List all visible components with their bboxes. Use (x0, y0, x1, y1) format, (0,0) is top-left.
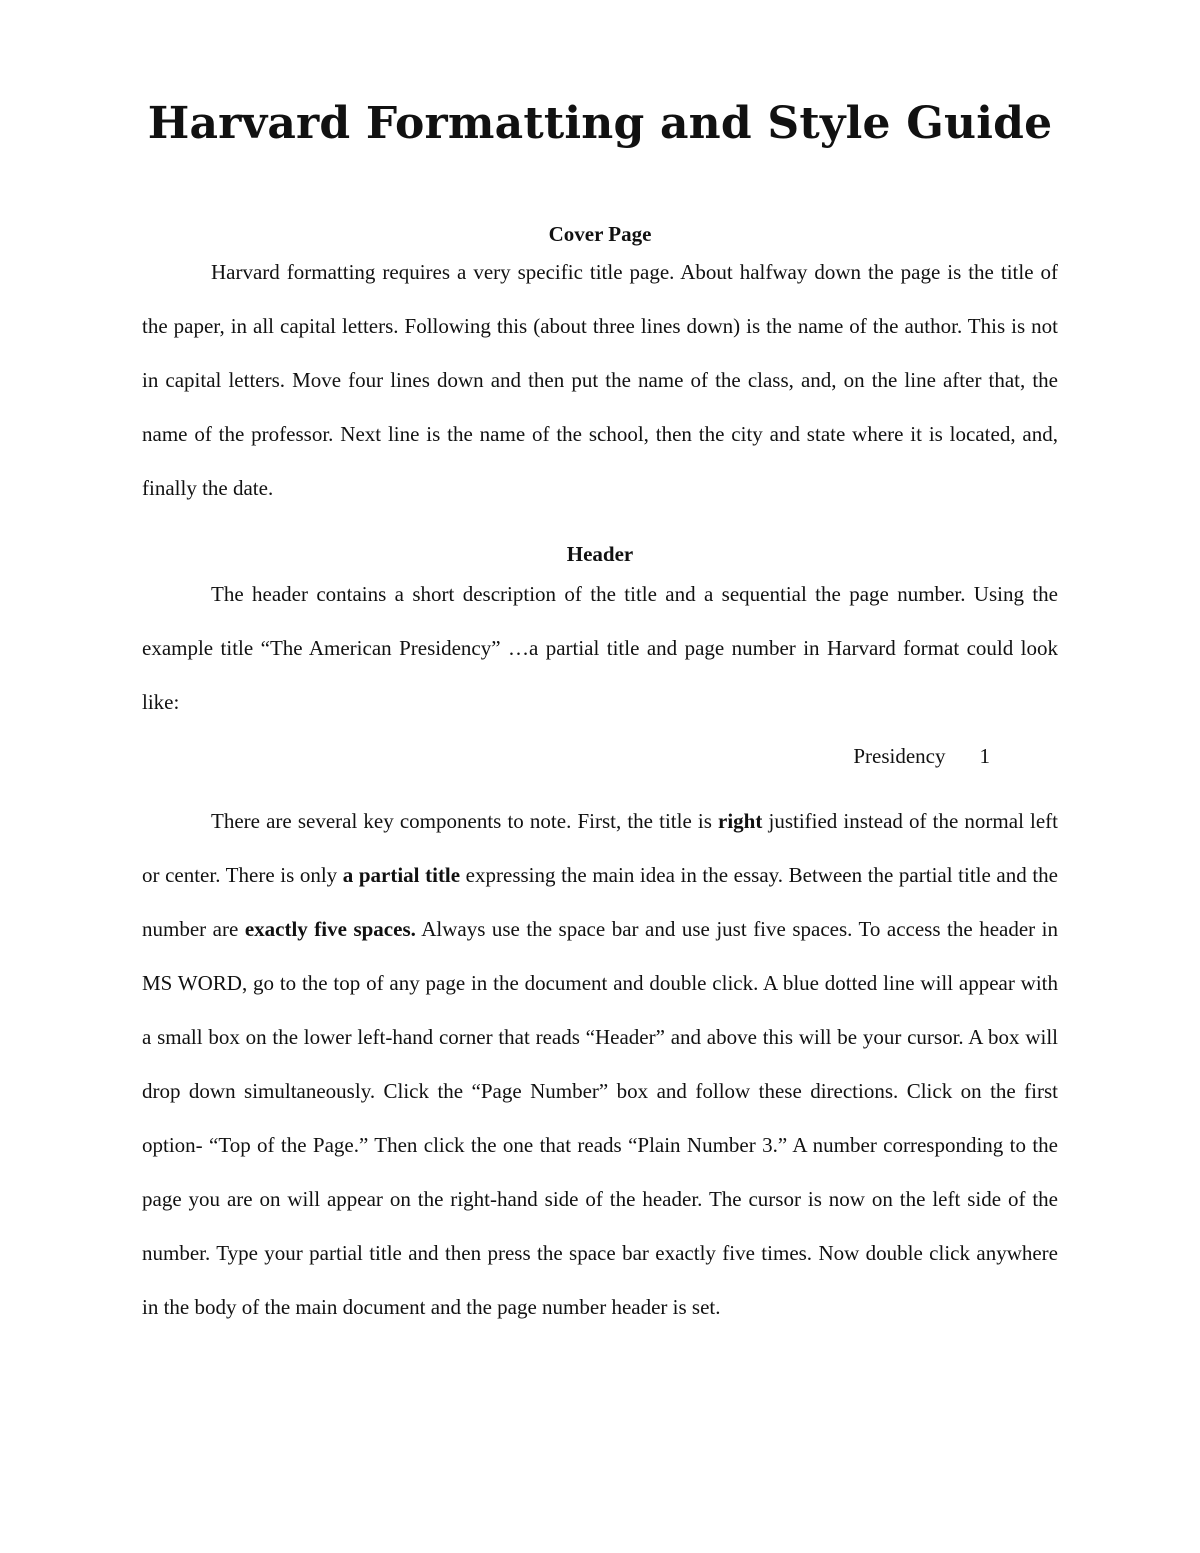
header-intro-paragraph: The header contains a short description of the title and a sequential the page number. Using the example title “The American Presidency” …a partial title and page number in Harvard format could look like: (142, 582, 1058, 714)
header-body-text-1: There are several key components to note. First, the title is (211, 809, 719, 833)
header-example-title: Presidency (853, 744, 946, 768)
header-body-paragraph (142, 794, 1058, 1334)
header-body-text-2: justified instead of the normal left or center. There is only (142, 809, 1059, 887)
section-heading-header: Header (566, 542, 634, 566)
header-body-bold-right: right (718, 809, 763, 833)
header-example-number: 1 (979, 744, 990, 768)
header-body-bold-five-spaces: exactly five spaces. (244, 917, 416, 941)
header-body-bold-partial-title: a partial title (342, 863, 461, 887)
section-heading-cover-page: Cover Page (548, 222, 652, 246)
header-example (700, 740, 990, 772)
cover-page-paragraph: Harvard formatting requires a very specific title page. About halfway down the page is the title of the paper, in all capital letters. Following this (about three lines down) is the name of the author. This is not in capital letters. Move four lines down and then put the name of the class, and, on the line after that, the name of the professor. Next line is the name of the school, then the city and state where it is located, and, finally the date. (142, 260, 1058, 500)
header-body-text-3: expressing the main idea in the essay. Between the partial title and the number are (142, 863, 1058, 941)
header-body-text-4: Always use the space bar and use just five spaces. To access the header in MS WORD, go to the top of any page in the document and double click. A blue dotted line will appear with a small box on the lower left-hand corner that reads “Header” and above this will be your cursor. A box will drop down simultaneously. Click the “Page Number” box and follow these directions. Click on the first option- “Top of the Page.” Then click the one that reads “Plain Number 3.” A number corresponding to the page you are on will appear on the right-hand side of the header. The cursor is now on the left side of the number. Type your partial title and then press the space bar exactly five times. Now double click anywhere in the body of the main document and the page number header is set. (142, 917, 1058, 1319)
document-title: Harvard Formatting and Style Guide (147, 98, 1053, 149)
